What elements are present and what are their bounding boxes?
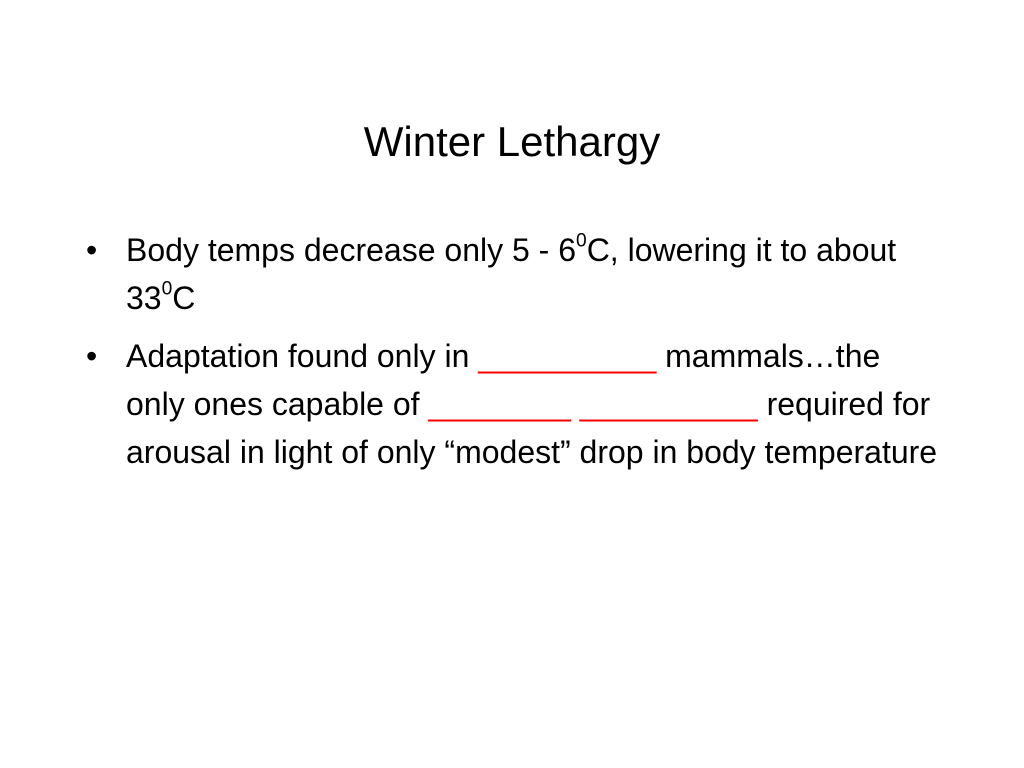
- bullet-item-body-temps: [86, 226, 946, 322]
- bullet-text: C, lowering it to about 33: [126, 232, 897, 316]
- bullet-text: Adaptation found only in: [126, 338, 479, 374]
- bullet-mark: •: [86, 232, 98, 268]
- degree-superscript: 0: [161, 278, 173, 300]
- bullet-text: C: [172, 280, 196, 316]
- bullet-text: required for arousal in light of only “modest” drop in body temperature: [126, 386, 938, 470]
- slide-title: Winter Lethargy: [363, 118, 661, 165]
- bullet-item-adaptation: [86, 332, 946, 476]
- degree-superscript: 0: [576, 230, 587, 252]
- fill-in-blank: __________: [478, 338, 657, 374]
- bullet-text: Body temps decrease only 5 - 6: [126, 232, 577, 268]
- bullet-mark: •: [86, 338, 98, 374]
- fill-in-blank: ________ __________: [428, 386, 758, 422]
- bullet-text: mammals…the only ones capable of: [126, 338, 881, 422]
- bullet-list: [86, 226, 946, 486]
